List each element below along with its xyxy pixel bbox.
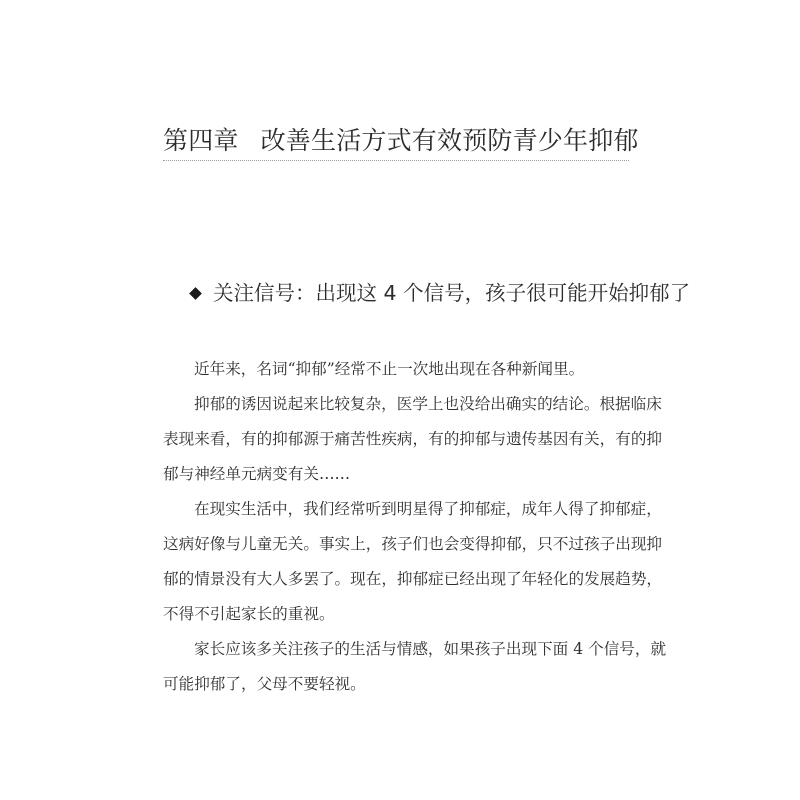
chapter-title — [163, 124, 639, 158]
body-text — [163, 353, 667, 703]
paragraph-3-line-2: 这病好像与儿童无关。事实上，孩子们也会变得抑郁，只不过孩子出现抑 — [163, 535, 663, 553]
paragraph-2-line-3: 郁与神经单元病变有关…… — [163, 465, 351, 483]
section-heading — [188, 278, 690, 308]
paragraph-4-line-1: 家长应该多关注孩子的生活与情感，如果孩子出现下面 4 个信号，就 — [194, 640, 667, 658]
paragraph-3-line-1: 在现实生活中，我们经常听到明星得了抑郁症，成年人得了抑郁症， — [194, 500, 662, 518]
chapter-title-dotted-rule — [163, 160, 629, 161]
paragraph-1-line-1: 近年来，名词“抑郁”经常不止一次地出现在各种新闻里。 — [194, 360, 585, 378]
paragraph-4-line-2: 可能抑郁了，父母不要轻视。 — [163, 675, 366, 693]
diamond-bullet-icon — [189, 287, 202, 300]
paragraph-2-line-2: 表现来看，有的抑郁源于痛苦性疾病，有的抑郁与遗传基因有关，有的抑 — [163, 430, 663, 448]
chapter-title-text: 改善生活方式有效预防青少年抑郁 — [260, 126, 639, 155]
paragraph-2-line-1: 抑郁的诱因说起来比较复杂，医学上也没给出确实的结论。根据临床 — [194, 395, 662, 413]
paragraph-3-line-4: 不得不引起家长的重视。 — [163, 605, 335, 623]
chapter-number: 第四章 — [163, 126, 239, 155]
paragraph-3-line-3: 郁的情景没有大人多罢了。现在，抑郁症已经出现了年轻化的发展趋势， — [163, 570, 663, 588]
section-heading-text: 关注信号：出现这 4 个信号，孩子很可能开始抑郁了 — [213, 281, 691, 305]
